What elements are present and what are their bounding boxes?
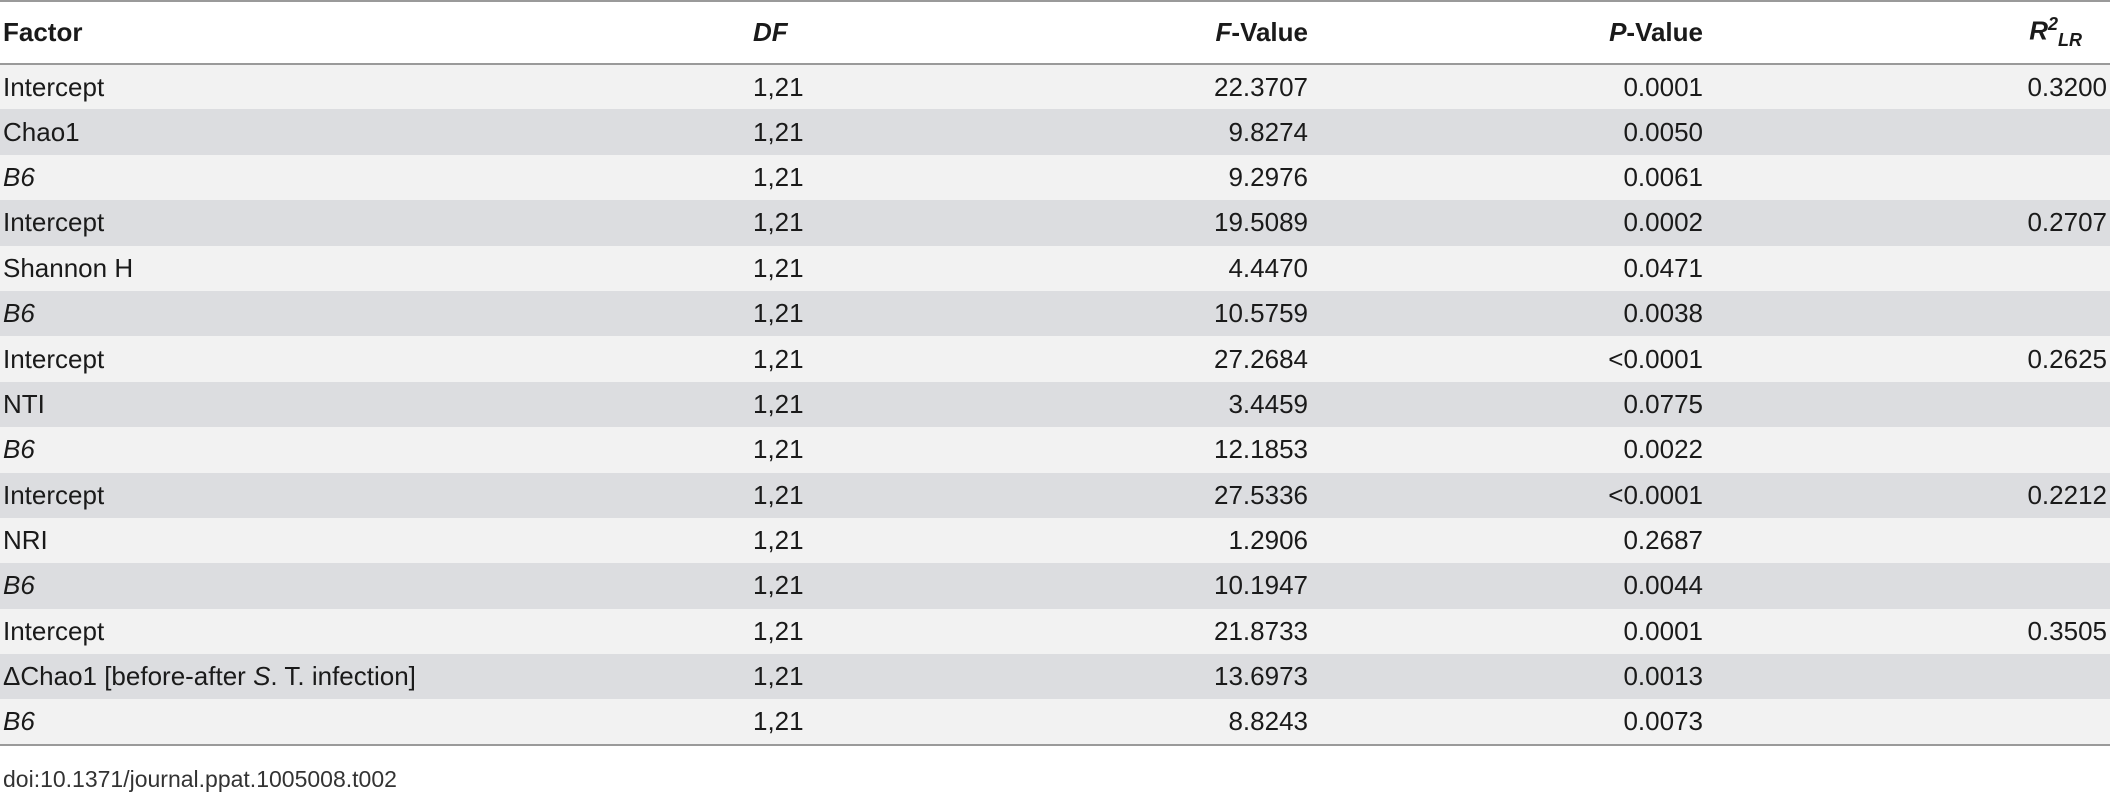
cell-r2 (1703, 427, 2110, 472)
table-row (0, 699, 2110, 744)
cell-df: 1,21 (753, 525, 804, 556)
cell-factor: B6 (3, 570, 35, 601)
header-r-base: R (2029, 15, 2048, 46)
cell-r2 (1703, 155, 2110, 200)
cell-p-value: 0.0013 (1623, 661, 1703, 692)
cell-df: 1,21 (753, 343, 804, 374)
cell-factor: B6 (3, 298, 35, 329)
cell-f-value: 19.5089 (1214, 207, 1308, 238)
cell-p-value: 0.0050 (1623, 116, 1703, 147)
cell-r2 (1703, 382, 2110, 427)
table-row (0, 427, 2110, 472)
cell-factor: NTI (3, 388, 45, 419)
cell-factor: Intercept (3, 207, 105, 238)
table-row (0, 109, 2110, 154)
cell-p-value: 0.0471 (1623, 252, 1703, 283)
cell-p-value: <0.0001 (1608, 479, 1703, 510)
factor-part-c: . T. infection] (270, 661, 416, 692)
cell-f-value: 9.2976 (1228, 161, 1308, 192)
cell-r2: 0.3505 (2027, 615, 2107, 646)
header-p-value (1308, 1, 1703, 64)
header-factor: Factor (0, 1, 643, 64)
cell-p-value: <0.0001 (1608, 343, 1703, 374)
table-row (0, 609, 2110, 654)
cell-f-value: 9.8274 (1228, 116, 1308, 147)
cell-f-value: 27.2684 (1214, 343, 1308, 374)
header-r-sup: 2 (2047, 14, 2058, 35)
cell-r2 (1703, 654, 2110, 699)
table-row (0, 654, 2110, 699)
cell-factor (0, 654, 643, 699)
header-r2-lr (1703, 1, 2110, 64)
factor-part-a: ΔChao1 [before-after (3, 661, 254, 692)
cell-p-value: 0.0002 (1623, 207, 1703, 238)
cell-r2: 0.2707 (2027, 207, 2107, 238)
cell-p-value: 0.0775 (1623, 388, 1703, 419)
cell-p-value: 0.0061 (1623, 161, 1703, 192)
cell-p-value: 0.0001 (1623, 71, 1703, 102)
cell-factor: Shannon H (3, 252, 134, 283)
cell-factor: Intercept (3, 343, 105, 374)
cell-r2: 0.2625 (2027, 343, 2107, 374)
header-f-value (903, 1, 1308, 64)
header-row (0, 1, 2110, 64)
cell-factor: NRI (3, 525, 48, 556)
table-row (0, 64, 2110, 109)
cell-r2 (1703, 109, 2110, 154)
header-p-italic: P (1609, 17, 1627, 47)
header-r-sub: LR (2058, 29, 2082, 50)
cell-r2 (1703, 518, 2110, 563)
cell-factor: B6 (3, 161, 35, 192)
cell-factor: B6 (0, 699, 643, 744)
cell-r2: 0.2212 (2027, 479, 2107, 510)
cell-df: 1,21 (753, 207, 804, 238)
cell-p-value: 0.0038 (1623, 298, 1703, 329)
cell-df: 1,21 (753, 661, 804, 692)
table-row (0, 382, 2110, 427)
cell-df: 1,21 (753, 71, 804, 102)
cell-r2 (1703, 563, 2110, 608)
cell-df: 1,21 (753, 252, 804, 283)
cell-factor: Intercept (3, 615, 105, 646)
cell-p-value: 0.0044 (1623, 570, 1703, 601)
cell-r2: 0.3200 (2027, 71, 2107, 102)
cell-df: 1,21 (753, 116, 804, 147)
cell-r2 (1703, 699, 2110, 744)
cell-p-value: 0.2687 (1623, 525, 1703, 556)
table-row (0, 563, 2110, 608)
cell-f-value: 13.6973 (1214, 661, 1308, 692)
cell-factor: Chao1 (3, 116, 80, 147)
table-row (0, 473, 2110, 518)
cell-p-value: 0.0073 (1308, 699, 1703, 744)
table-row (0, 155, 2110, 200)
header-df: DF (643, 1, 903, 64)
cell-f-value: 10.5759 (1214, 298, 1308, 329)
cell-df: 1,21 (753, 298, 804, 329)
table-row (0, 291, 2110, 336)
header-p-rest: -Value (1626, 17, 1703, 47)
cell-df: 1,21 (753, 434, 804, 465)
cell-r2 (1703, 291, 2110, 336)
cell-f-value: 27.5336 (1214, 479, 1308, 510)
header-f-italic: F (1215, 17, 1232, 47)
cell-f-value: 3.4459 (1228, 388, 1308, 419)
header-f-rest: -Value (1231, 17, 1308, 47)
table-row (0, 518, 2110, 563)
cell-factor: Intercept (3, 479, 105, 510)
doi-caption: doi:10.1371/journal.ppat.1005008.t002 (3, 766, 397, 792)
cell-f-value: 1.2906 (1228, 525, 1308, 556)
cell-df: 1,21 (753, 161, 804, 192)
cell-factor: B6 (3, 434, 35, 465)
table-row (0, 336, 2110, 381)
table-row (0, 200, 2110, 245)
cell-df: 1,21 (753, 615, 804, 646)
factor-part-b: S (253, 661, 271, 692)
cell-df: 1,21 (643, 699, 903, 744)
cell-df: 1,21 (753, 388, 804, 419)
cell-factor: Intercept (3, 71, 105, 102)
cell-f-value: 8.8243 (903, 699, 1308, 744)
cell-f-value: 22.3707 (1214, 71, 1308, 102)
cell-df: 1,21 (753, 570, 804, 601)
cell-f-value: 10.1947 (1214, 570, 1308, 601)
cell-p-value: 0.0001 (1623, 615, 1703, 646)
cell-p-value: 0.0022 (1623, 434, 1703, 465)
cell-f-value: 4.4470 (1228, 252, 1308, 283)
cell-f-value: 21.8733 (1214, 615, 1308, 646)
cell-r2 (1703, 246, 2110, 291)
cell-df: 1,21 (753, 479, 804, 510)
table-row (0, 246, 2110, 291)
cell-f-value: 12.1853 (1214, 434, 1308, 465)
